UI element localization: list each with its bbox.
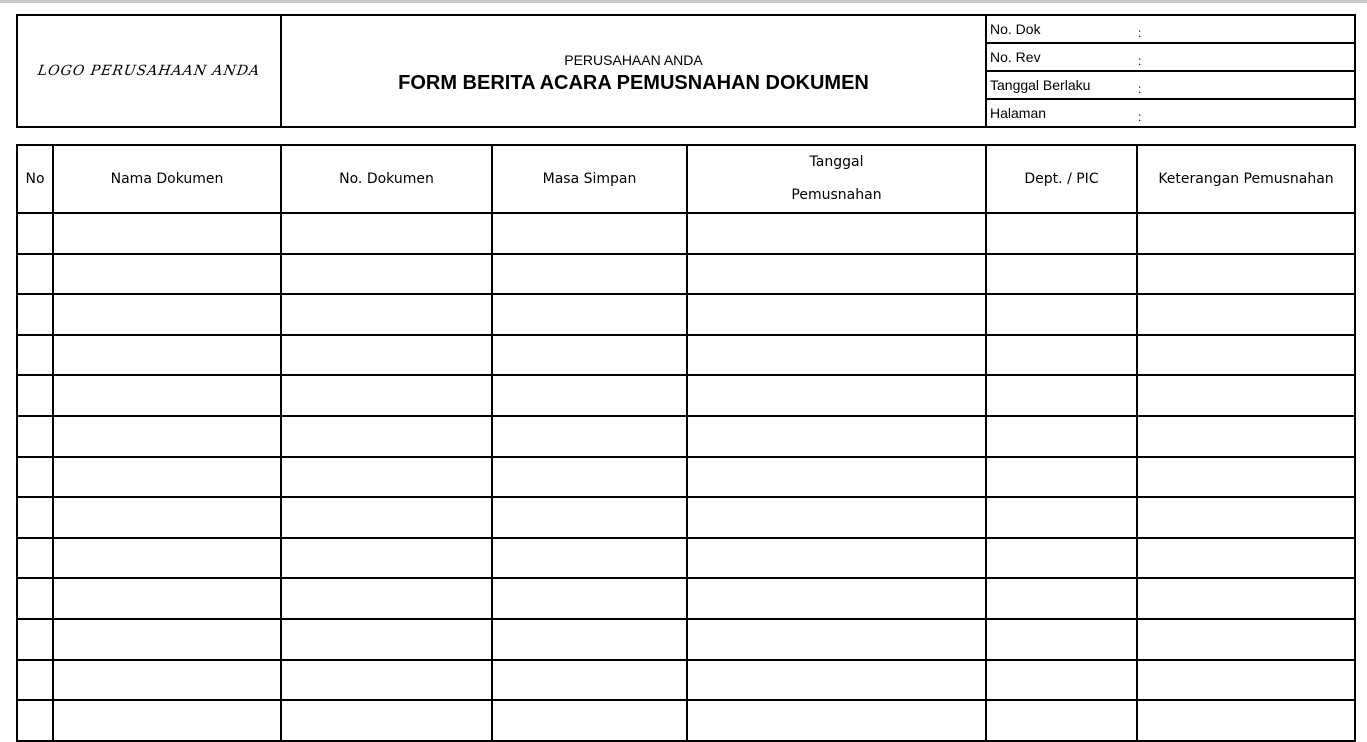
cell-retention-period[interactable]: [492, 416, 687, 457]
cell-destruction-notes[interactable]: [1137, 619, 1355, 660]
cell-destruction-notes[interactable]: [1137, 700, 1355, 741]
cell-destruction-date[interactable]: [687, 619, 986, 660]
column-header-dept-pic: Dept. / PIC: [986, 145, 1137, 213]
cell-no[interactable]: [17, 213, 53, 254]
table-row: [17, 416, 1355, 457]
cell-document-name[interactable]: [53, 538, 281, 579]
table-header-row: [17, 145, 1355, 213]
cell-destruction-date[interactable]: [687, 660, 986, 701]
form-title: FORM BERITA ACARA PEMUSNAHAN DOKUMEN: [398, 71, 869, 94]
cell-retention-period[interactable]: [492, 457, 687, 498]
cell-dept-pic[interactable]: [986, 416, 1137, 457]
cell-document-number[interactable]: [281, 335, 492, 376]
cell-retention-period[interactable]: [492, 375, 687, 416]
table-row: [17, 294, 1355, 335]
cell-document-name[interactable]: [53, 375, 281, 416]
company-logo-placeholder: [9, 15, 289, 127]
cell-document-number[interactable]: [281, 416, 492, 457]
cell-destruction-notes[interactable]: [1137, 538, 1355, 579]
cell-destruction-date[interactable]: [687, 254, 986, 295]
cell-no[interactable]: [17, 375, 53, 416]
cell-dept-pic[interactable]: [986, 660, 1137, 701]
cell-retention-period[interactable]: [492, 660, 687, 701]
meta-label-revision: No. Rev: [986, 43, 1138, 71]
cell-retention-period[interactable]: [492, 254, 687, 295]
cell-dept-pic[interactable]: [986, 254, 1137, 295]
cell-document-number[interactable]: [281, 538, 492, 579]
cell-no[interactable]: [17, 700, 53, 741]
cell-destruction-notes[interactable]: [1137, 375, 1355, 416]
document-destruction-table: [16, 144, 1356, 742]
cell-no[interactable]: [17, 457, 53, 498]
cell-dept-pic[interactable]: [986, 497, 1137, 538]
table-row: [17, 660, 1355, 701]
cell-retention-period[interactable]: [492, 294, 687, 335]
cell-dept-pic[interactable]: [986, 335, 1137, 376]
table-row: [17, 375, 1355, 416]
cell-no[interactable]: [17, 497, 53, 538]
cell-document-number[interactable]: [281, 457, 492, 498]
cell-document-name[interactable]: [53, 619, 281, 660]
meta-value-page[interactable]: :: [1138, 99, 1355, 127]
logo-text: LOGO PERUSAHAAN ANDA: [36, 63, 262, 79]
cell-document-name[interactable]: [53, 254, 281, 295]
company-name: PERUSAHAAN ANDA: [564, 51, 703, 68]
cell-no[interactable]: [17, 660, 53, 701]
cell-destruction-date[interactable]: [687, 213, 986, 254]
form-header: [16, 14, 1356, 128]
column-header-destruction-notes: Keterangan Pemusnahan: [1137, 145, 1355, 213]
cell-document-number[interactable]: [281, 700, 492, 741]
column-header-document-name: Nama Dokumen: [53, 145, 281, 213]
cell-dept-pic[interactable]: [986, 375, 1137, 416]
cell-document-name[interactable]: [53, 213, 281, 254]
cell-dept-pic[interactable]: [986, 294, 1137, 335]
cell-dept-pic[interactable]: [986, 538, 1137, 579]
table-row: [17, 254, 1355, 295]
cell-document-number[interactable]: [281, 578, 492, 619]
meta-value-doc-number[interactable]: :: [1138, 15, 1355, 43]
cell-destruction-date[interactable]: [687, 497, 986, 538]
column-header-no: No: [17, 145, 53, 213]
cell-destruction-notes[interactable]: [1137, 660, 1355, 701]
table-row: [17, 700, 1355, 741]
cell-retention-period[interactable]: [492, 538, 687, 579]
meta-value-effective-date[interactable]: :: [1138, 71, 1355, 99]
cell-retention-period[interactable]: [492, 335, 687, 376]
cell-document-name[interactable]: [53, 660, 281, 701]
cell-document-number[interactable]: [281, 375, 492, 416]
table-row: [17, 213, 1355, 254]
meta-value-revision[interactable]: :: [1138, 43, 1355, 71]
cell-retention-period[interactable]: [492, 213, 687, 254]
table-row: [17, 335, 1355, 376]
table-row: [17, 619, 1355, 660]
cell-destruction-notes[interactable]: [1137, 416, 1355, 457]
cell-document-number[interactable]: [281, 660, 492, 701]
meta-label-doc-number: No. Dok: [986, 15, 1138, 43]
cell-document-name[interactable]: [53, 497, 281, 538]
form-title-block: [281, 15, 986, 127]
cell-no[interactable]: [17, 416, 53, 457]
cell-destruction-date[interactable]: [687, 700, 986, 741]
cell-destruction-date[interactable]: [687, 416, 986, 457]
cell-document-name[interactable]: [53, 578, 281, 619]
cell-document-number[interactable]: [281, 497, 492, 538]
cell-retention-period[interactable]: [492, 578, 687, 619]
cell-retention-period[interactable]: [492, 700, 687, 741]
cell-destruction-notes[interactable]: [1137, 254, 1355, 295]
cell-document-name[interactable]: [53, 457, 281, 498]
cell-dept-pic[interactable]: [986, 213, 1137, 254]
cell-document-name[interactable]: [53, 416, 281, 457]
cell-no[interactable]: [17, 619, 53, 660]
cell-destruction-notes[interactable]: [1137, 497, 1355, 538]
cell-destruction-notes[interactable]: [1137, 578, 1355, 619]
cell-document-number[interactable]: [281, 254, 492, 295]
cell-destruction-date[interactable]: [687, 375, 986, 416]
cell-destruction-notes[interactable]: [1137, 213, 1355, 254]
meta-label-page: Halaman: [986, 99, 1138, 127]
cell-dept-pic[interactable]: [986, 700, 1137, 741]
column-header-destruction-date: Tanggal Pemusnahan: [687, 145, 986, 213]
meta-label-effective-date: Tanggal Berlaku: [986, 71, 1138, 99]
cell-dept-pic[interactable]: [986, 619, 1137, 660]
table-row: [17, 497, 1355, 538]
cell-retention-period[interactable]: [492, 619, 687, 660]
table-row: [17, 538, 1355, 579]
cell-no[interactable]: [17, 538, 53, 579]
cell-destruction-notes[interactable]: [1137, 294, 1355, 335]
table-row: [17, 457, 1355, 498]
cell-dept-pic[interactable]: [986, 457, 1137, 498]
cell-document-number[interactable]: [281, 619, 492, 660]
cell-document-name[interactable]: [53, 335, 281, 376]
cell-document-name[interactable]: [53, 700, 281, 741]
cell-document-name[interactable]: [53, 294, 281, 335]
column-header-document-number: No. Dokumen: [281, 145, 492, 213]
cell-destruction-date[interactable]: [687, 538, 986, 579]
cell-destruction-date[interactable]: [687, 457, 986, 498]
cell-destruction-notes[interactable]: [1137, 457, 1355, 498]
cell-destruction-date[interactable]: [687, 578, 986, 619]
sheet-top-border: [0, 0, 1367, 3]
cell-no[interactable]: [17, 254, 53, 295]
cell-document-number[interactable]: [281, 294, 492, 335]
cell-no[interactable]: [17, 335, 53, 376]
cell-destruction-date[interactable]: [687, 335, 986, 376]
cell-destruction-date[interactable]: [687, 294, 986, 335]
cell-no[interactable]: [17, 578, 53, 619]
cell-retention-period[interactable]: [492, 497, 687, 538]
column-header-retention-period: Masa Simpan: [492, 145, 687, 213]
cell-document-number[interactable]: [281, 213, 492, 254]
cell-no[interactable]: [17, 294, 53, 335]
cell-dept-pic[interactable]: [986, 578, 1137, 619]
table-row: [17, 578, 1355, 619]
cell-destruction-notes[interactable]: [1137, 335, 1355, 376]
